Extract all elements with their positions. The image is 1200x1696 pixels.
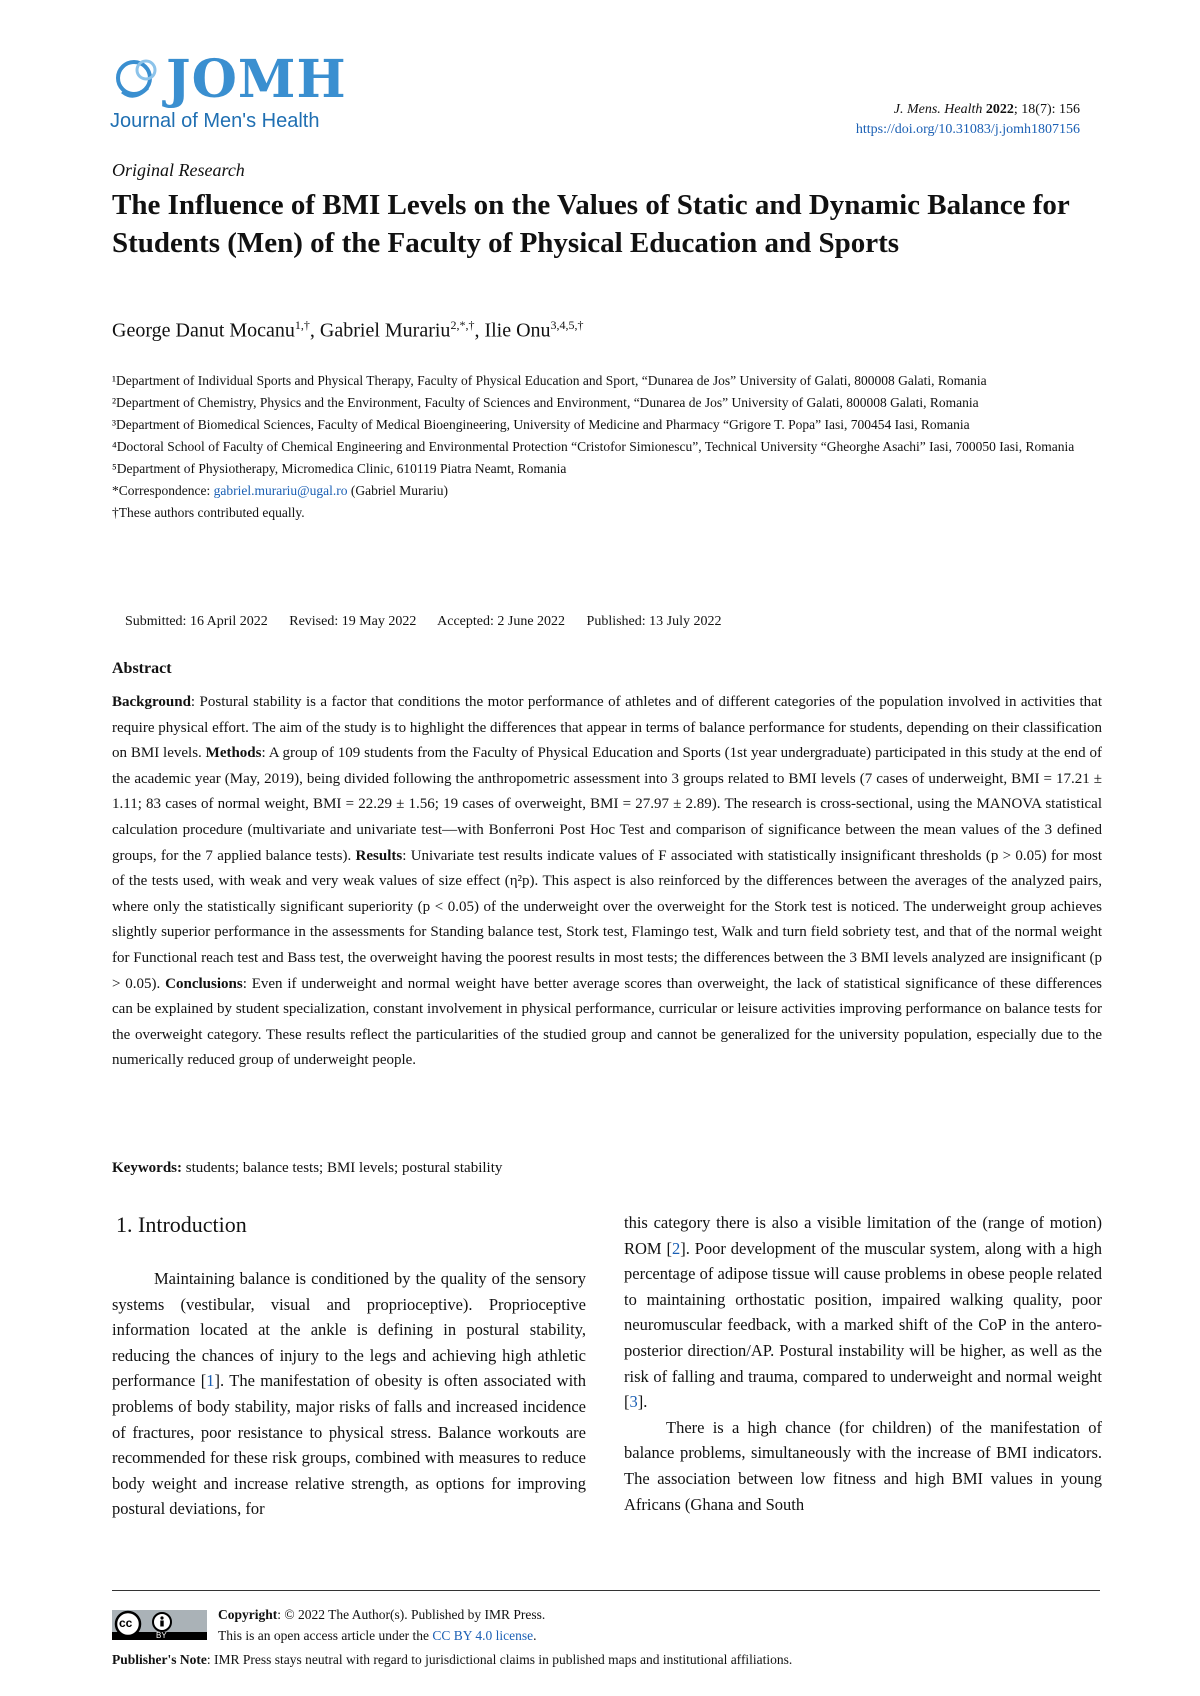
intro-text: ]. The manifestation of obesity is often associated with problems of body stability, major risks of falls and increased incidence of fractures, poor resistance to physical stress. Balance workouts are recommended for these risk groups, combined with measures to reduce body weight and increase relative strength, as options for improving postural deviations, for bbox=[112, 1371, 586, 1519]
author-name: Gabriel Murariu bbox=[319, 319, 451, 342]
intro-text: this category there is also a visible limitation of the (range of motion) ROM [ bbox=[624, 1213, 1102, 1258]
reference-link[interactable]: 1 bbox=[206, 1371, 215, 1391]
article-title: The Influence of BMI Levels on the Values of Static and Dynamic Balance for Students (Men) of the Faculty of Physical Education and Sports bbox=[112, 189, 1070, 259]
citation-volume: ; 18(7): 156 bbox=[1013, 102, 1080, 117]
publisher-note bbox=[112, 1652, 792, 1668]
copyright-label: Copyright bbox=[218, 1607, 278, 1622]
author-affiliation-mark: 3,4,5,† bbox=[550, 318, 584, 332]
keywords-label: Keywords: bbox=[112, 1160, 182, 1176]
journal-logo bbox=[108, 48, 358, 138]
abstract-label-background: Background bbox=[112, 694, 191, 710]
logo-subtitle: Journal of Men's Health bbox=[110, 110, 320, 132]
affiliation: ⁵Department of Physiotherapy, Micromedica Clinic, 610119 Piatra Neamt, Romania bbox=[112, 461, 567, 476]
abstract-label-results: Results bbox=[355, 847, 403, 864]
by-label: BY bbox=[156, 1631, 167, 1640]
abstract-heading: Abstract bbox=[112, 660, 172, 677]
author-name: Ilie Onu bbox=[484, 319, 551, 342]
correspondence-name: (Gabriel Murariu) bbox=[347, 483, 448, 498]
citation-line bbox=[856, 100, 1080, 120]
date-accepted: Accepted: 2 June 2022 bbox=[437, 614, 566, 629]
abstract-background: : Postural stability is a factor that conditions the motor performance of athletes and of different categories of the population involved in activities that require physical effort. The aim of the study is to highlight the differences that appear in terms of balance performance for students, depending on their classification on BMI levels. bbox=[112, 694, 1102, 762]
intro-paragraph bbox=[624, 1210, 1102, 1415]
copyright-text: : © 2022 The Author(s). Published by IMR Press. bbox=[277, 1607, 546, 1622]
affiliations bbox=[112, 370, 1102, 524]
intro-text: Maintaining balance is conditioned by the quality of the sensory systems (vestibular, visual and proprioceptive). Proprioceptive information located at the ankle is defining in postural stability, reducing the chances of injury to the legs and achieving high athletic performance [ bbox=[112, 1269, 586, 1391]
abstract-body bbox=[112, 690, 1102, 1074]
author-affiliation-mark: 2,*,† bbox=[450, 318, 475, 332]
author-name: George Danut Mocanu bbox=[112, 319, 295, 342]
abstract-conclusions: : Even if underweight and normal weight have better average scores than overweight, the lack of statistical significance of these differences can be explained by student specialization, constant involvement in physical performance, curricular or leisure activities improving performance on balance tests for the overweight category. These results reflect the particularities of the studied group and cannot be generalized for the university population, especially due to the numerically reduced group of underweight people. bbox=[112, 975, 1102, 1069]
intro-left-column bbox=[112, 1266, 586, 1522]
intro-right-column bbox=[624, 1210, 1102, 1517]
abstract-label-conclusions: Conclusions bbox=[165, 975, 243, 992]
date-revised: Revised: 19 May 2022 bbox=[289, 614, 417, 629]
correspondence-label: *Correspondence: bbox=[112, 483, 214, 498]
logo-wordmark: JOMH bbox=[166, 49, 347, 110]
intro-text: ]. Poor development of the muscular system, along with a high percentage of adipose tissue will cause problems in obese people related to maintaining orthostatic position, impaired walking quality, poor neuromuscular feedback, with a marked shift of the CoP in the antero-posterior direction/AP. Postural instability will be higher, as well as the risk of falling and trauma, compared to underweight and normal weight [ bbox=[624, 1238, 1102, 1412]
article-type: Original Research bbox=[112, 160, 245, 180]
doi-link[interactable]: https://doi.org/10.31083/j.jomh1807156 bbox=[855, 122, 1080, 137]
cc-label: cc bbox=[119, 1616, 133, 1630]
abstract-methods: : A group of 109 students from the Faculty of Physical Education and Sports (1st year undergraduate) participated in this study at the end of the academic year (May, 2019), being divided following the anthropometric assessment into 3 groups related to BMI levels (7 cases of underweight, BMI = 17.21 ± 1.11; 83 cases of normal weight, BMI = 22.29 ± 1.56; 19 cases of overweight, BMI = 27.97 ± 2.89). The research is cross-sectional, using the MANOVA statistical calculation procedure (multivariate and univariate test—with Bonferroni Post Hoc Test and comparison of significance between the mean values of the 3 defined groups, for the 7 applied balance tests). bbox=[112, 745, 1102, 864]
citation-block bbox=[856, 100, 1080, 140]
keywords-text: students; balance tests; BMI levels; postural stability bbox=[182, 1160, 503, 1176]
intro-paragraph: There is a high chance (for children) of the manifestation of balance problems, simultaneously with the increase of BMI indicators. The association between low fitness and high BMI values in young Africans (Ghana and South bbox=[624, 1417, 1102, 1514]
keywords bbox=[112, 1160, 502, 1177]
affiliation: ⁴Doctoral School of Faculty of Chemical Engineering and Environmental Protection “Cristofor Simionescu”, Technical University “Gheorghe Asachi” Iasi, 700050 Iasi, Romania bbox=[112, 439, 1075, 454]
correspondence-email-link[interactable]: gabriel.murariu@ugal.ro bbox=[213, 483, 348, 498]
publisher-note-text: : IMR Press stays neutral with regard to jurisdictional claims in published maps and institutional affiliations. bbox=[206, 1652, 793, 1667]
abstract-label-methods: Methods bbox=[205, 745, 262, 762]
affiliation: ³Department of Biomedical Sciences, Faculty of Medical Bioengineering, University of Medicine and Pharmacy “Grigore T. Popa” Iasi, 700454 Iasi, Romania bbox=[112, 417, 970, 432]
license-end: . bbox=[533, 1628, 537, 1643]
date-submitted: Submitted: 16 April 2022 bbox=[125, 614, 268, 629]
section-heading: 1. Introduction bbox=[116, 1212, 247, 1237]
intro-paragraph bbox=[112, 1266, 586, 1522]
equal-contribution-note: †These authors contributed equally. bbox=[112, 505, 305, 520]
jomh-emblem-icon bbox=[108, 48, 168, 108]
copyright-notice bbox=[218, 1604, 545, 1646]
citation-year: 2022 bbox=[985, 102, 1014, 117]
intro-text: ]. bbox=[637, 1392, 648, 1412]
publisher-note-label: Publisher's Note bbox=[112, 1652, 207, 1667]
reference-link[interactable]: 2 bbox=[671, 1238, 681, 1258]
footer-divider bbox=[112, 1590, 1100, 1591]
author-affiliation-mark: 1,† bbox=[294, 318, 310, 332]
date-published: Published: 13 July 2022 bbox=[586, 614, 722, 629]
cc-by-badge[interactable] bbox=[112, 1610, 207, 1640]
citation-journal: J. Mens. Health bbox=[893, 102, 983, 117]
affiliation: ¹Department of Individual Sports and Physical Therapy, Faculty of Physical Education and Sport, “Dunarea de Jos” University of Galati, 800008 Galati, Romania bbox=[112, 373, 987, 388]
article-dates bbox=[125, 614, 740, 630]
abstract-results: : Univariate test results indicate values of F associated with statistically insignificant thresholds (p > 0.05) for most of the tests used, with weak and very weak values of size effect (η²p). This aspect is also reinforced by the differences between the averages of the analyzed pairs, where only the statistically significant superiority (p < 0.05) of the underweight over the overweight for the Stork test is noticed. The underweight group achieves slightly superior performance in the assessments for Standing balance test, Stork test, Flamingo test, Walk and turn field sobriety test, and that of the normal weight for Functional reach test and Bass test, the overweight having the poorest results in most tests; the differences between the 3 BMI levels analyzed are insignificant (p > 0.05). bbox=[112, 847, 1102, 992]
license-link[interactable]: CC BY 4.0 license bbox=[432, 1628, 534, 1643]
author-list: George Danut Mocanu$^{1,\dagger}$, Gabriel Murariu$^{2,*,\dagger}$, Ilie Onu$^{3,4,5,\dagger}$ bbox=[112, 318, 584, 342]
affiliation: ²Department of Chemistry, Physics and the Environment, Faculty of Sciences and Environment, “Dunarea de Jos” University of Galati, 800008 Galati, Romania bbox=[112, 395, 979, 410]
correspondence bbox=[112, 480, 1102, 502]
reference-link[interactable]: 3 bbox=[629, 1392, 638, 1412]
open-access-text: This is an open access article under the bbox=[218, 1628, 433, 1643]
